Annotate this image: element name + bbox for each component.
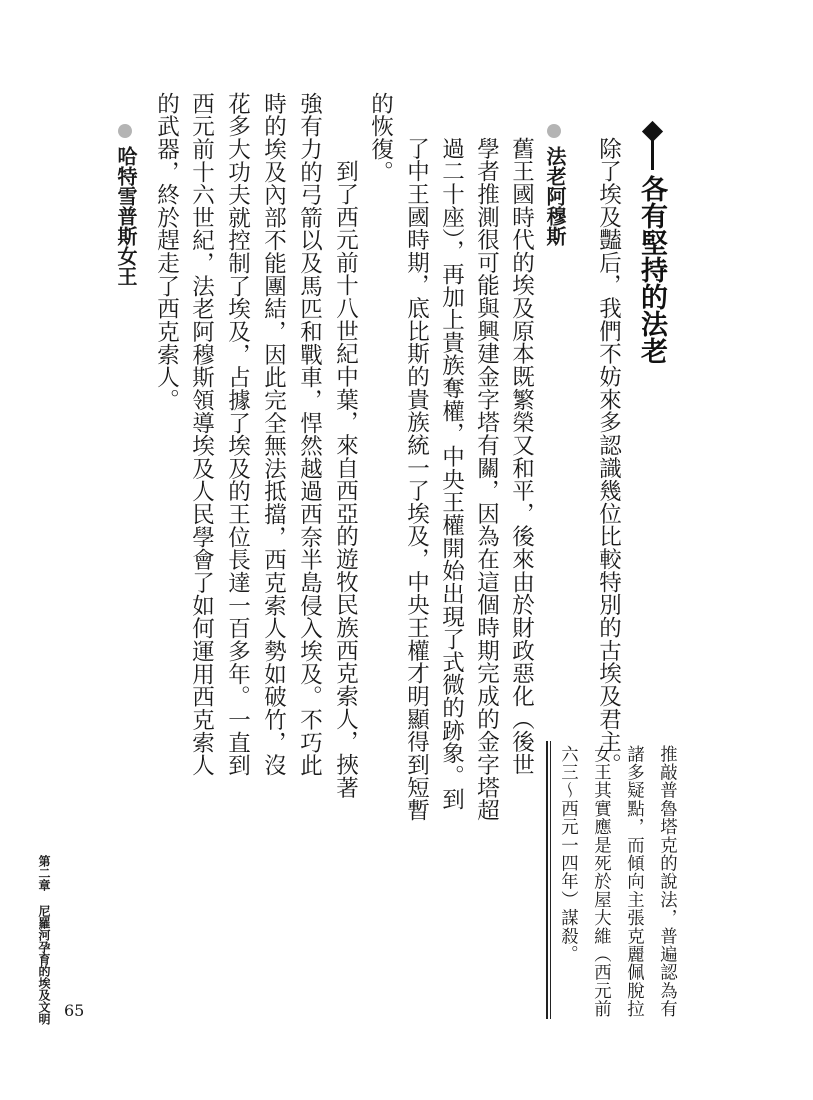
body-line: 花多大功夫就控制了埃及，占據了埃及的王位長達一百多年。一直到 — [224, 92, 251, 777]
body-line: 到了西元前十八世紀中葉，來自西亞的遊牧民族西克索人，挾著 — [332, 137, 359, 799]
body-line: 了中王國時期，底比斯的貴族統一了埃及，中央王權才明顯得到短暫 — [403, 137, 430, 822]
note-rule — [546, 741, 548, 1019]
body-line: 過二十座），再加上貴族奪權，中央王權開始出現了式微的跡象。到 — [438, 137, 465, 811]
body-line: 強有力的弓箭以及馬匹和戰車，悍然越過西奈半島侵入埃及。不巧此 — [296, 92, 323, 777]
body-line: 學者推測很可能與興建金字塔有關，因為在這個時期完成的金字塔超 — [473, 137, 500, 822]
note-line: 推敲普魯塔克的說法，普遍認為有 — [656, 745, 677, 1018]
body-line: 西元前十六世紀，法老阿穆斯領導埃及人民學會了如何運用西克索人 — [188, 92, 215, 777]
body-line: 的恢復。 — [367, 92, 394, 184]
body-line: 時的埃及內部不能團結，因此完全無法抵擋，西克索人勢如破竹，沒 — [260, 92, 287, 777]
body-line: 舊王國時代的埃及原本既繁榮又和平，後來由於財政惡化（後世 — [508, 137, 535, 776]
note-line: 女王其實應是死於屋大維（西元前 — [590, 745, 611, 1018]
section-title: 各有堅持的法老 — [636, 175, 667, 364]
running-head-chapter: 第二章 — [37, 855, 51, 891]
heading-rule — [651, 136, 654, 170]
body-line: 的武器，終於趕走了西克索人。 — [153, 92, 180, 412]
note-line: 六三～西元一四年）謀殺。 — [557, 745, 578, 964]
section-heading-ahmose: 法老阿穆斯 — [543, 146, 567, 246]
running-head — [38, 855, 50, 1025]
note-line: 諸多疑點，而傾向主張克麗佩脫拉 — [623, 745, 644, 1018]
running-head-title: 尼羅河孕育的埃及文明 — [37, 905, 51, 1025]
section-heading-hatshepsut: 哈特雪普斯女王 — [114, 146, 138, 286]
intro-line: 除了埃及豔后，我們不妨來多認識幾位比較特別的古埃及君主。 — [595, 137, 622, 776]
page-number: 65 — [64, 1001, 85, 1020]
note-rule — [550, 741, 551, 1019]
section-bullet-icon — [547, 124, 561, 138]
section-bullet-icon — [118, 124, 132, 138]
